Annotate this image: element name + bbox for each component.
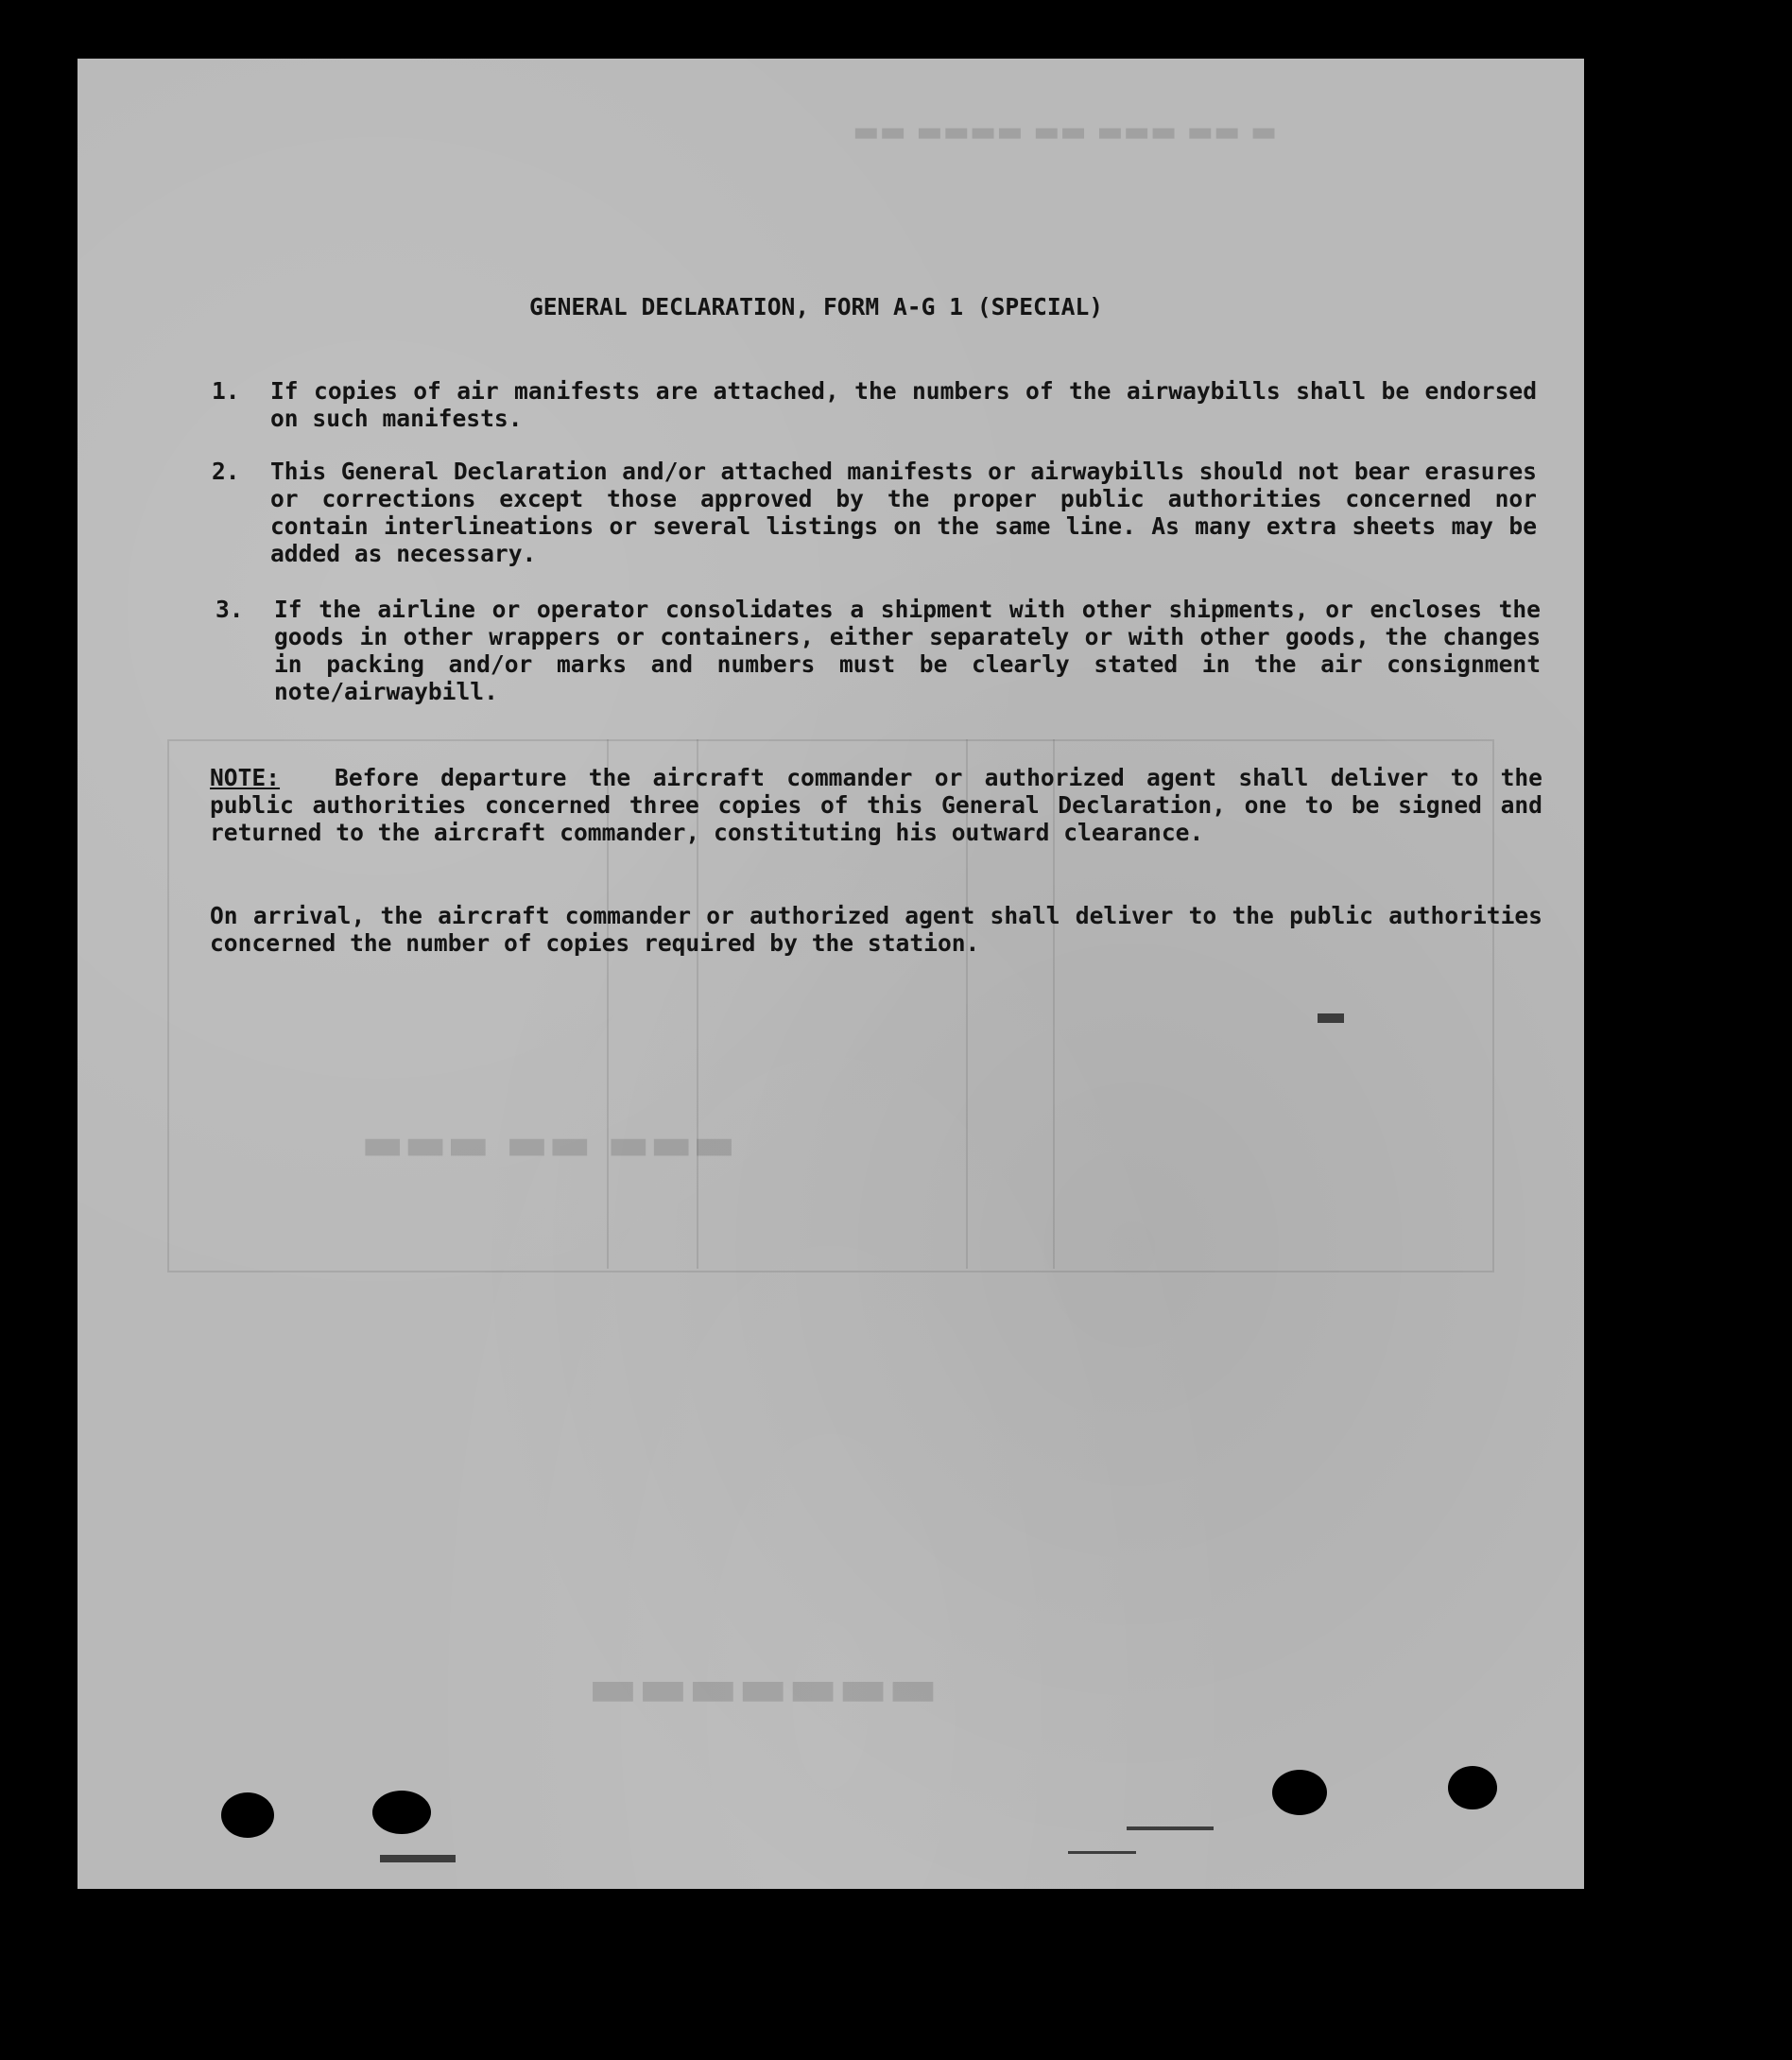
bleed-through-heading: ▬ ▬▬ ▬▬▬ ▬▬ ▬▬▬▬ ▬▬ bbox=[853, 115, 1278, 148]
bleed-through-heading: ▬▬▬▬▬▬▬ bbox=[588, 1656, 939, 1719]
item-text: If the airline or operator consolidates a shipment with other shipments, or encloses the goods in other wrappers or containers, either separately or with other goods, the changes in packing and/or marks and numbers must be clearly stated in the air consignment note/airwaybill. bbox=[274, 596, 1541, 705]
stray-mark bbox=[1318, 1013, 1344, 1023]
punch-hole bbox=[372, 1791, 431, 1834]
punch-hole bbox=[221, 1792, 274, 1838]
bleed-through-heading: ▬▬▬ ▬▬ ▬▬▬ bbox=[361, 1117, 736, 1170]
paper-sheet bbox=[78, 59, 1584, 1889]
note-paragraph bbox=[210, 764, 1542, 846]
item-number: 2. bbox=[212, 458, 240, 485]
note-label: NOTE: bbox=[210, 764, 281, 791]
punch-hole bbox=[1448, 1766, 1497, 1809]
arrival-paragraph: On arrival, the aircraft commander or authorized agent shall deliver to the public authorities concerned the number of copies required by the station. bbox=[210, 902, 1542, 957]
note-text: Before departure the aircraft commander or authorized agent shall deliver to the public authorities concerned three copies of this General Declaration, one to be signed and returned to the aircraft commander, constituting his outward clearance. bbox=[210, 764, 1542, 846]
item-text: If copies of air manifests are attached, the numbers of the airwaybills shall be endorsed on such manifests. bbox=[270, 377, 1537, 432]
punch-hole bbox=[1272, 1770, 1327, 1815]
stray-mark bbox=[380, 1855, 456, 1862]
item-text: This General Declaration and/or attached manifests or airwaybills should not bear erasures or corrections except those approved by the proper public authorities concerned nor contain interlineations or several listings on the same line. As many extra sheets may be added as necessary. bbox=[270, 458, 1537, 567]
stray-mark bbox=[1127, 1826, 1214, 1830]
stray-mark bbox=[1068, 1851, 1136, 1854]
item-number: 1. bbox=[212, 377, 240, 405]
item-number: 3. bbox=[215, 596, 244, 623]
document-title: GENERAL DECLARATION, FORM A-G 1 (SPECIAL) bbox=[529, 293, 1104, 320]
